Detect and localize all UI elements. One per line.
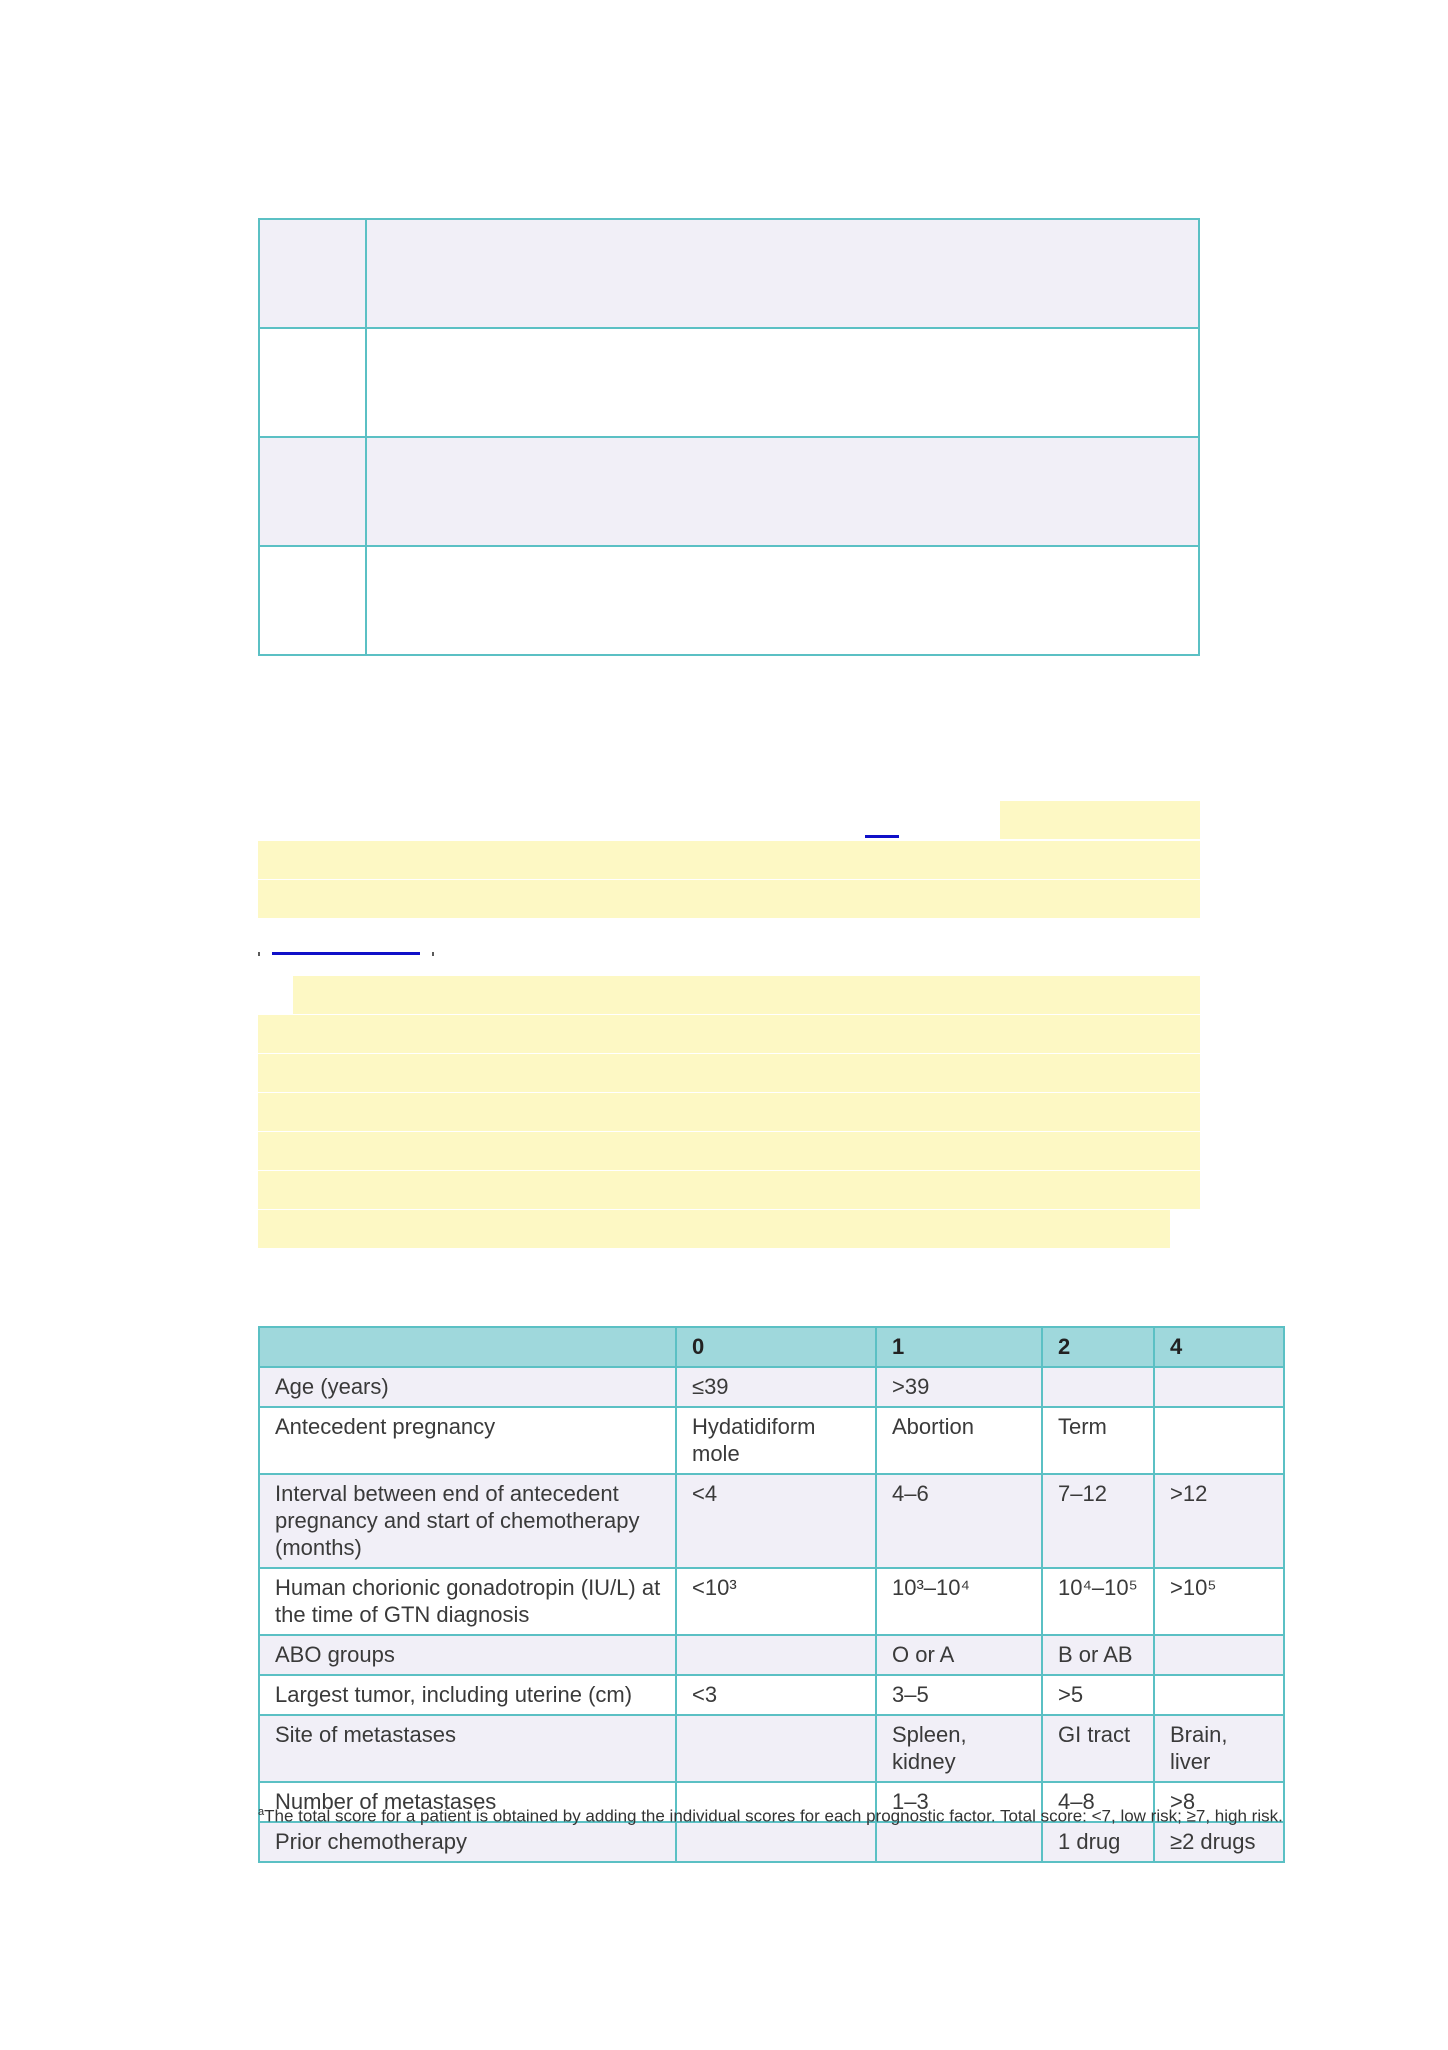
row-score-1: Spleen, kidney (876, 1715, 1042, 1782)
row-score-2: Term (1042, 1407, 1154, 1474)
link-marker (258, 952, 260, 956)
row-score-1: Abortion (876, 1407, 1042, 1474)
header-factor (259, 1327, 676, 1367)
row-score-1: 1–3 (876, 1782, 1042, 1822)
row-score-0 (676, 1635, 876, 1675)
row-score-4: ≥2 drugs (1154, 1822, 1284, 1862)
row-score-2 (1042, 1367, 1154, 1407)
highlight-block (258, 1132, 1200, 1170)
highlight-block (258, 1054, 1200, 1092)
prognostic-scoring-table (258, 1326, 1285, 1863)
highlight-block (258, 1210, 1170, 1248)
table-footnote (258, 1806, 1283, 1827)
row-score-4: >8 (1154, 1782, 1284, 1822)
row-score-2: >5 (1042, 1675, 1154, 1715)
staging-cell (366, 219, 1199, 328)
row-score-2: B or AB (1042, 1635, 1154, 1675)
footnote-text: The total score for a patient is obtained by adding the individual scores for each prognostic factor. Total score: <7, low risk; ≥7, high risk. (264, 1806, 1283, 1826)
row-score-4: Brain, liver (1154, 1715, 1284, 1782)
row-factor: ABO groups (259, 1635, 676, 1675)
highlight-block (258, 1171, 1200, 1209)
row-score-4 (1154, 1675, 1284, 1715)
staging-cell (259, 328, 366, 437)
staging-row (259, 437, 1199, 546)
table-row (259, 1474, 1284, 1568)
row-factor: Interval between end of antecedent pregnancy and start of chemotherapy (months) (259, 1474, 676, 1568)
header-score-4: 4 (1154, 1327, 1284, 1367)
table-row (259, 1675, 1284, 1715)
row-factor: Largest tumor, including uterine (cm) (259, 1675, 676, 1715)
header-score-2: 2 (1042, 1327, 1154, 1367)
row-score-0: ≤39 (676, 1367, 876, 1407)
row-factor: Human chorionic gonadotropin (IU/L) at the time of GTN diagnosis (259, 1568, 676, 1635)
row-score-4: >10⁵ (1154, 1568, 1284, 1635)
row-score-1: >39 (876, 1367, 1042, 1407)
row-factor: Age (years) (259, 1367, 676, 1407)
link-underline[interactable] (272, 952, 420, 955)
header-score-0: 0 (676, 1327, 876, 1367)
table-header-row (259, 1327, 1284, 1367)
table-row (259, 1635, 1284, 1675)
staging-cell (366, 437, 1199, 546)
link-marker (432, 952, 434, 956)
row-score-1: 10³–10⁴ (876, 1568, 1042, 1635)
row-score-0 (676, 1715, 876, 1782)
table-row (259, 1367, 1284, 1407)
link-underline[interactable] (865, 835, 899, 838)
staging-row (259, 219, 1199, 328)
row-score-0 (676, 1822, 876, 1862)
row-factor: Antecedent pregnancy (259, 1407, 676, 1474)
highlight-block (258, 880, 1200, 918)
row-score-4 (1154, 1367, 1284, 1407)
row-score-0: <4 (676, 1474, 876, 1568)
row-score-0: Hydatidiform mole (676, 1407, 876, 1474)
highlight-block (293, 976, 1200, 1014)
highlight-block (258, 841, 1200, 879)
row-factor: Prior chemotherapy (259, 1822, 676, 1862)
header-score-1: 1 (876, 1327, 1042, 1367)
table-row (259, 1822, 1284, 1862)
staging-table (258, 218, 1200, 656)
row-score-2: 10⁴–10⁵ (1042, 1568, 1154, 1635)
row-factor: Number of metastases (259, 1782, 676, 1822)
row-score-1: O or A (876, 1635, 1042, 1675)
row-score-0: <10³ (676, 1568, 876, 1635)
table-row (259, 1568, 1284, 1635)
row-score-2: 1 drug (1042, 1822, 1154, 1862)
highlight-block (258, 1015, 1200, 1053)
row-score-2: 7–12 (1042, 1474, 1154, 1568)
row-score-4 (1154, 1635, 1284, 1675)
staging-cell (366, 546, 1199, 655)
footnote-marker: a (258, 1806, 265, 1818)
row-score-2: 4–8 (1042, 1782, 1154, 1822)
staging-row (259, 546, 1199, 655)
table-row (259, 1407, 1284, 1474)
table-row (259, 1715, 1284, 1782)
staging-cell (259, 219, 366, 328)
row-score-4 (1154, 1407, 1284, 1474)
row-score-1 (876, 1822, 1042, 1862)
row-score-1: 3–5 (876, 1675, 1042, 1715)
row-factor: Site of metastases (259, 1715, 676, 1782)
staging-cell (259, 437, 366, 546)
staging-cell (259, 546, 366, 655)
highlight-block (1000, 801, 1200, 839)
row-score-4: >12 (1154, 1474, 1284, 1568)
staging-row (259, 328, 1199, 437)
staging-cell (366, 328, 1199, 437)
highlight-block (258, 1093, 1200, 1131)
row-score-1: 4–6 (876, 1474, 1042, 1568)
row-score-2: GI tract (1042, 1715, 1154, 1782)
row-score-0: <3 (676, 1675, 876, 1715)
